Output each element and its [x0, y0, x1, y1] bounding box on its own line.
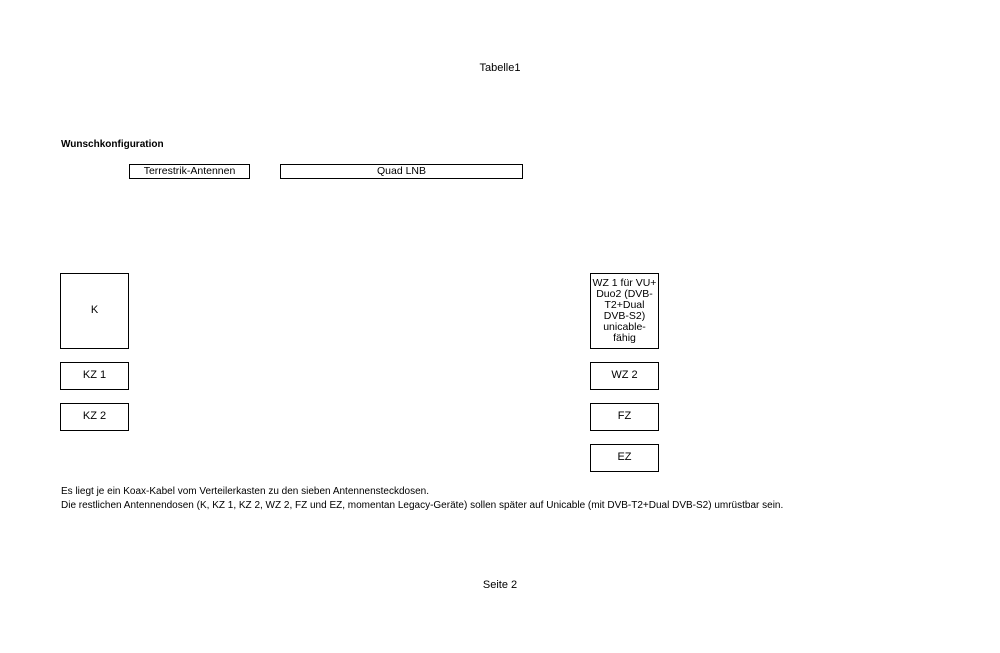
quad-lnb-box: Quad LNB [280, 164, 523, 179]
room-box-ez: EZ [590, 444, 659, 472]
page-footer: Seite 2 [482, 579, 518, 591]
room-box-kz2: KZ 2 [60, 403, 129, 431]
note-line-2: Die restlichen Antennendosen (K, KZ 1, KZ 2, WZ 2, FZ und EZ, momentan Legacy-Geräte) sollen später auf Unicable (mit DVB-T2+Dual DVB-S2) umrüstbar sein. [61, 500, 784, 511]
section-heading: Wunschkonfiguration [61, 139, 164, 150]
room-box-fz: FZ [590, 403, 659, 431]
room-box-wz1: WZ 1 für VU+ Duo2 (DVB-T2+Dual DVB-S2) unicable-fähig [590, 273, 659, 349]
room-box-kz1: KZ 1 [60, 362, 129, 390]
room-box-k: K [60, 273, 129, 349]
note-line-1: Es liegt je ein Koax-Kabel vom Verteilerkasten zu den sieben Antennensteckdosen. [61, 486, 430, 497]
room-box-wz2: WZ 2 [590, 362, 659, 390]
page-header: Tabelle1 [479, 62, 521, 74]
terrestrial-antennas-box: Terrestrik-Antennen [129, 164, 250, 179]
